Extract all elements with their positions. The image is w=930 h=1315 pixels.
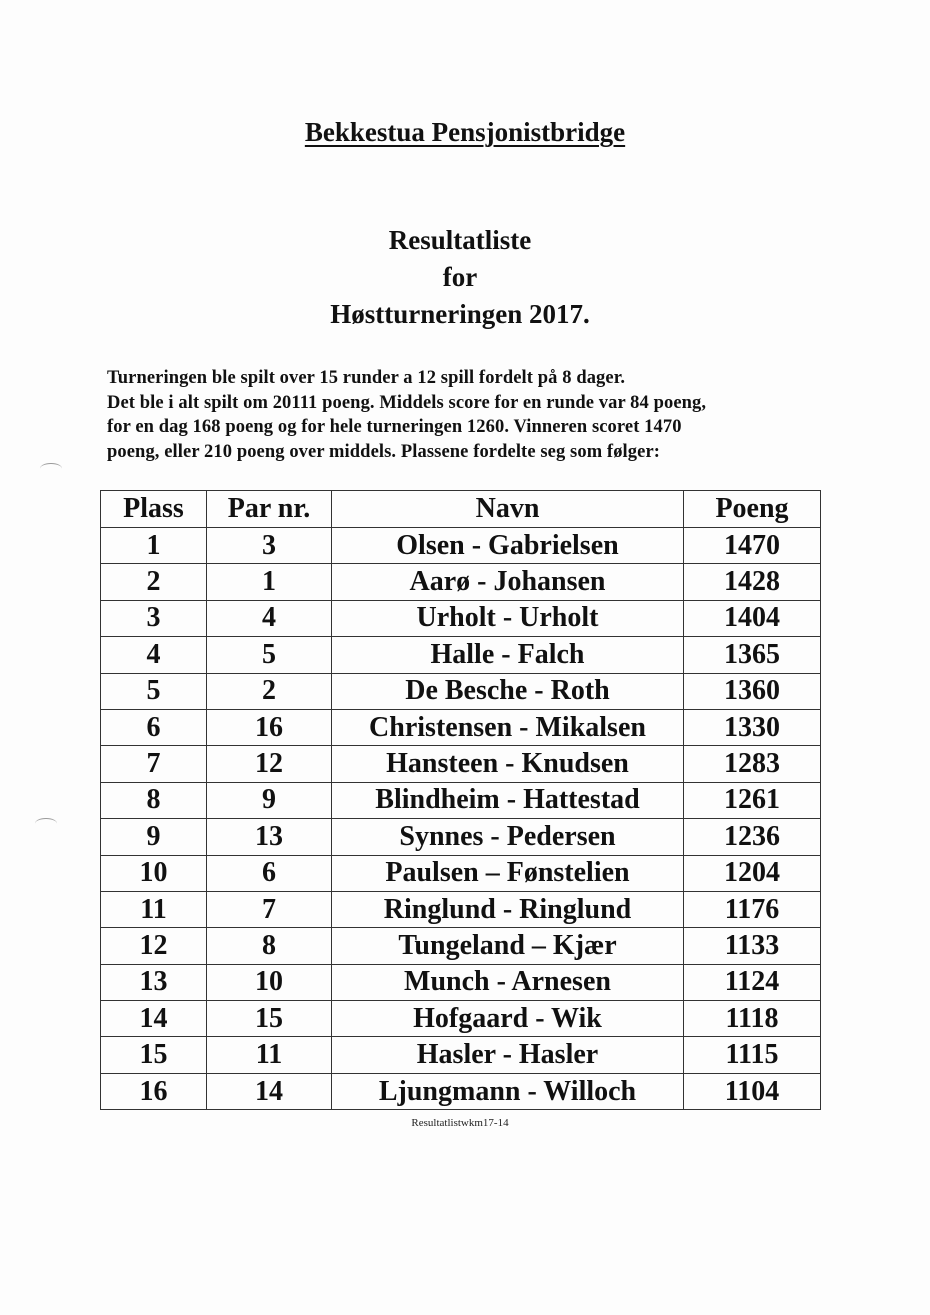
cell-poeng: 1115 <box>684 1037 821 1073</box>
cell-par-nr: 11 <box>207 1037 332 1073</box>
table-row <box>101 891 821 927</box>
document-title <box>0 222 920 333</box>
cell-poeng: 1404 <box>684 600 821 636</box>
cell-navn: Hansteen - Knudsen <box>332 746 684 782</box>
club-title: Bekkestua Pensjonistbridge <box>304 117 626 147</box>
cell-navn: Paulsen – Fønstelien <box>332 855 684 891</box>
cell-par-nr: 15 <box>207 1001 332 1037</box>
cell-poeng: 1104 <box>684 1073 821 1109</box>
cell-par-nr: 14 <box>207 1073 332 1109</box>
cell-navn: Ringlund - Ringlund <box>332 891 684 927</box>
cell-navn: Olsen - Gabrielsen <box>332 528 684 564</box>
table-row <box>101 1037 821 1073</box>
title-line: Resultatliste <box>388 225 532 255</box>
title-line: for <box>442 262 478 292</box>
cell-plass: 9 <box>101 819 207 855</box>
cell-plass: 6 <box>101 709 207 745</box>
cell-poeng: 1360 <box>684 673 821 709</box>
cell-poeng: 1176 <box>684 891 821 927</box>
table-row <box>101 637 821 673</box>
header-plass: Plass <box>101 491 207 528</box>
cell-poeng: 1124 <box>684 964 821 1000</box>
table-row <box>101 564 821 600</box>
cell-navn: De Besche - Roth <box>332 673 684 709</box>
cell-plass: 3 <box>101 600 207 636</box>
table-row <box>101 928 821 964</box>
cell-plass: 13 <box>101 964 207 1000</box>
header-navn: Navn <box>332 491 684 528</box>
cell-par-nr: 1 <box>207 564 332 600</box>
cell-navn: Christensen - Mikalsen <box>332 709 684 745</box>
intro-paragraph <box>107 366 847 464</box>
cell-par-nr: 10 <box>207 964 332 1000</box>
intro-line: for en dag 168 poeng og for hele turneringen 1260. Vinneren scoret 1470 <box>107 417 682 437</box>
cell-par-nr: 6 <box>207 855 332 891</box>
cell-poeng: 1283 <box>684 746 821 782</box>
table-row <box>101 1073 821 1109</box>
table-row <box>101 709 821 745</box>
table-row <box>101 855 821 891</box>
cell-navn: Synnes - Pedersen <box>332 819 684 855</box>
results-body <box>101 528 821 1110</box>
table-row <box>101 673 821 709</box>
cell-par-nr: 2 <box>207 673 332 709</box>
cell-par-nr: 5 <box>207 637 332 673</box>
intro-line: Det ble i alt spilt om 20111 poeng. Middels score for en runde var 84 poeng, <box>107 392 707 413</box>
cell-plass: 15 <box>101 1037 207 1073</box>
cell-plass: 4 <box>101 637 207 673</box>
cell-poeng: 1365 <box>684 637 821 673</box>
header-poeng: Poeng <box>684 491 821 528</box>
table-row <box>101 819 821 855</box>
punch-hole-mark <box>35 818 57 829</box>
cell-poeng: 1330 <box>684 709 821 745</box>
cell-plass: 11 <box>101 891 207 927</box>
cell-par-nr: 12 <box>207 746 332 782</box>
punch-hole-mark <box>40 463 62 474</box>
table-row <box>101 600 821 636</box>
cell-plass: 5 <box>101 673 207 709</box>
cell-plass: 1 <box>101 528 207 564</box>
cell-plass: 14 <box>101 1001 207 1037</box>
table-row <box>101 528 821 564</box>
cell-navn: Ljungmann - Willoch <box>332 1073 684 1109</box>
cell-navn: Halle - Falch <box>332 637 684 673</box>
cell-poeng: 1236 <box>684 819 821 855</box>
cell-plass: 10 <box>101 855 207 891</box>
cell-par-nr: 8 <box>207 928 332 964</box>
cell-navn: Urholt - Urholt <box>332 600 684 636</box>
cell-par-nr: 4 <box>207 600 332 636</box>
footer-file-code: Resultatlistwkm17-14 <box>411 1117 509 1129</box>
cell-poeng: 1133 <box>684 928 821 964</box>
cell-plass: 12 <box>101 928 207 964</box>
cell-poeng: 1118 <box>684 1001 821 1037</box>
table-header-row <box>101 491 821 528</box>
title-line: Høstturneringen 2017. <box>330 299 590 329</box>
cell-plass: 8 <box>101 782 207 818</box>
table-row <box>101 1001 821 1037</box>
cell-par-nr: 13 <box>207 819 332 855</box>
cell-poeng: 1470 <box>684 528 821 564</box>
cell-par-nr: 9 <box>207 782 332 818</box>
header-par-nr: Par nr. <box>207 491 332 528</box>
cell-navn: Aarø - Johansen <box>332 564 684 600</box>
table-row <box>101 964 821 1000</box>
cell-plass: 7 <box>101 746 207 782</box>
cell-poeng: 1204 <box>684 855 821 891</box>
cell-plass: 2 <box>101 564 207 600</box>
results-table <box>100 490 821 1110</box>
cell-navn: Tungeland – Kjær <box>332 928 684 964</box>
cell-navn: Munch - Arnesen <box>332 964 684 1000</box>
cell-par-nr: 16 <box>207 709 332 745</box>
cell-navn: Blindheim - Hattestad <box>332 782 684 818</box>
cell-poeng: 1261 <box>684 782 821 818</box>
cell-par-nr: 3 <box>207 528 332 564</box>
table-row <box>101 746 821 782</box>
intro-line: poeng, eller 210 poeng over middels. Plassene fordelte seg som følger: <box>107 441 661 462</box>
cell-poeng: 1428 <box>684 564 821 600</box>
cell-plass: 16 <box>101 1073 207 1109</box>
intro-line: Turneringen ble spilt over 15 runder a 12 spill fordelt på 8 dager. <box>107 368 626 388</box>
table-row <box>101 782 821 818</box>
cell-navn: Hofgaard - Wik <box>332 1001 684 1037</box>
cell-navn: Hasler - Hasler <box>332 1037 684 1073</box>
cell-par-nr: 7 <box>207 891 332 927</box>
